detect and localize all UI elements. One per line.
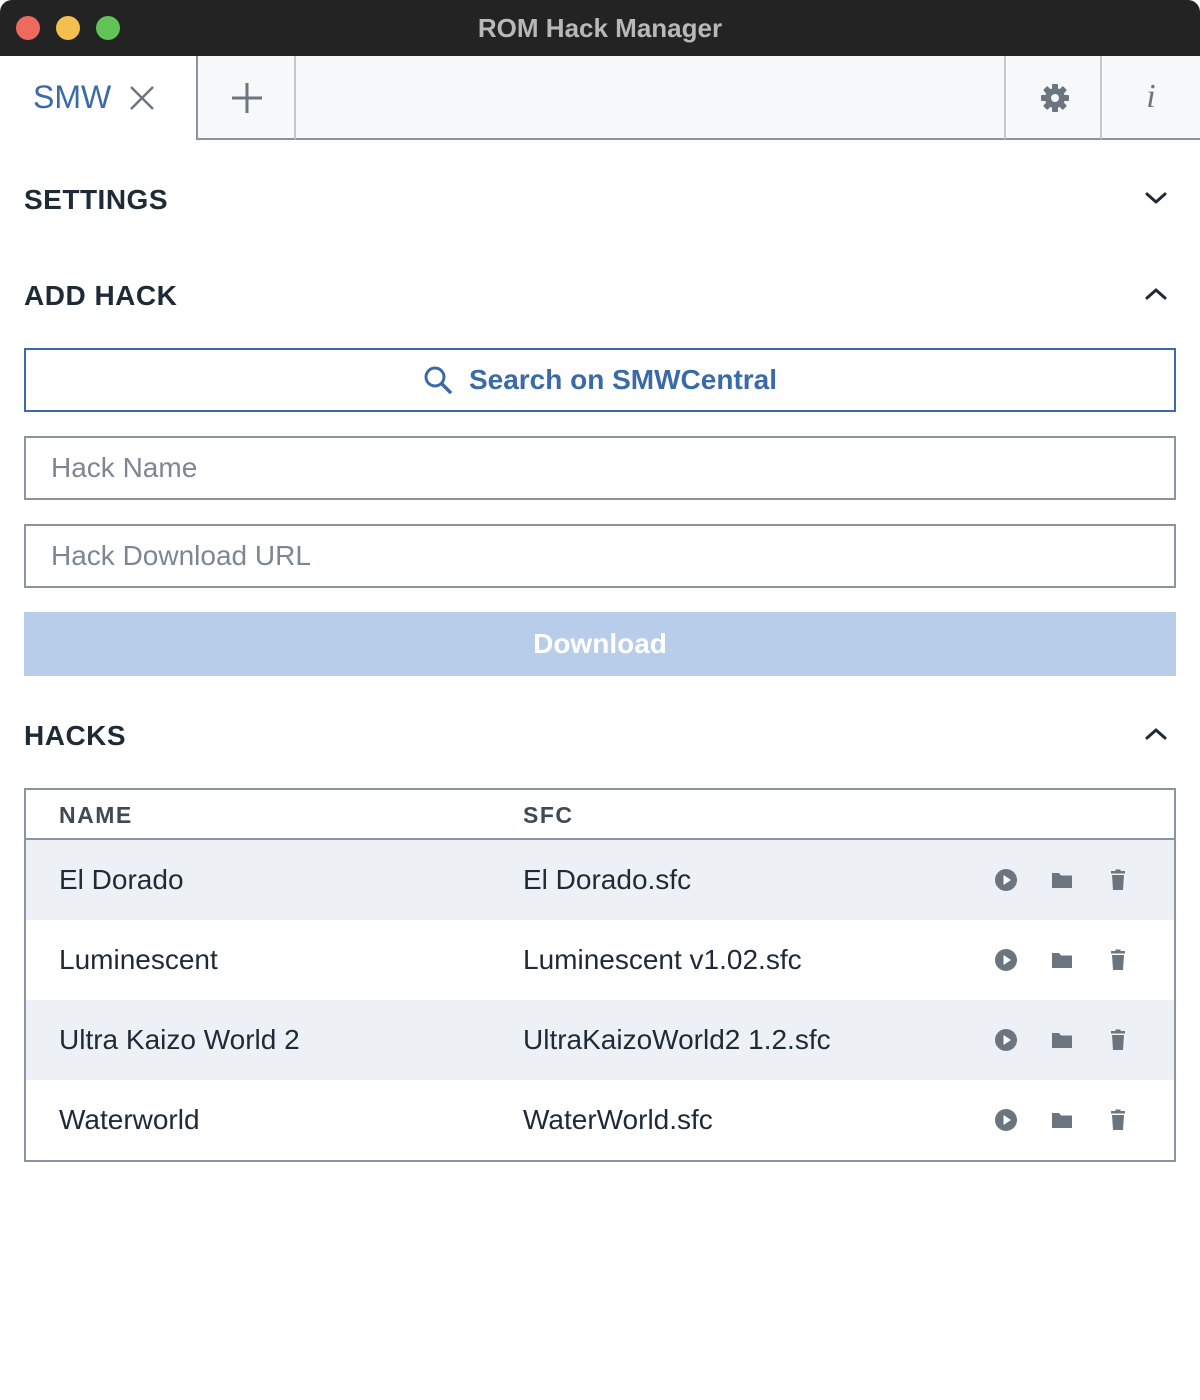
close-icon[interactable] <box>126 82 158 114</box>
hack-name-cell: El Dorado <box>59 864 184 895</box>
gear-icon <box>1041 84 1069 112</box>
play-icon[interactable] <box>994 1108 1018 1132</box>
hack-name-cell: Luminescent <box>59 944 218 975</box>
hacks-section-header[interactable] <box>24 716 1176 756</box>
settings-tab-button[interactable] <box>1004 56 1102 140</box>
play-icon[interactable] <box>994 868 1018 892</box>
hack-name-input[interactable] <box>24 436 1176 500</box>
trash-icon[interactable] <box>1106 868 1130 892</box>
window-title: ROM Hack Manager <box>477 13 723 43</box>
info-tab-button[interactable] <box>1102 56 1200 140</box>
play-icon[interactable] <box>994 948 1018 972</box>
table-row[interactable] <box>26 1000 1174 1080</box>
hack-url-input[interactable] <box>24 524 1176 588</box>
table-header <box>26 790 1174 840</box>
hack-sfc-cell: UltraKaizoWorld2 1.2.sfc <box>523 1024 831 1055</box>
trash-icon[interactable] <box>1106 1028 1130 1052</box>
table-row[interactable] <box>26 1080 1174 1160</box>
search-icon <box>423 365 453 395</box>
add-hack-section-header[interactable] <box>24 276 1176 316</box>
info-icon: i <box>1146 78 1156 115</box>
add-tab-button[interactable] <box>198 56 296 140</box>
title-bar <box>0 0 1200 56</box>
hack-name-cell: Waterworld <box>59 1104 200 1135</box>
download-button[interactable]: Download <box>24 612 1176 676</box>
trash-icon[interactable] <box>1106 1108 1130 1132</box>
play-icon[interactable] <box>994 1028 1018 1052</box>
folder-icon[interactable] <box>1050 868 1074 892</box>
settings-section-header[interactable] <box>24 180 1176 220</box>
table-row[interactable] <box>26 920 1174 1000</box>
settings-section-title: SETTINGS <box>24 184 169 215</box>
folder-icon[interactable] <box>1050 1028 1074 1052</box>
hacks-section-title: HACKS <box>24 720 127 751</box>
chevron-up-icon <box>1144 726 1168 742</box>
tab-strip <box>0 56 1200 140</box>
folder-icon[interactable] <box>1050 948 1074 972</box>
chevron-down-icon <box>1144 190 1168 206</box>
hack-sfc-cell: Luminescent v1.02.sfc <box>523 944 802 975</box>
hack-sfc-cell: El Dorado.sfc <box>523 864 692 895</box>
hacks-table <box>24 788 1176 1162</box>
add-hack-section-title: ADD HACK <box>24 280 178 311</box>
hack-name-cell: Ultra Kaizo World 2 <box>59 1024 300 1055</box>
column-header-sfc[interactable]: SFC <box>523 802 574 828</box>
search-smwcentral-button[interactable] <box>24 348 1176 412</box>
search-smwcentral-label: Search on SMWCentral <box>468 364 778 395</box>
plus-icon <box>230 81 264 115</box>
folder-icon[interactable] <box>1050 1108 1074 1132</box>
tab-label: SMW <box>33 79 112 115</box>
table-row[interactable] <box>26 840 1174 920</box>
tab-smw[interactable] <box>0 56 198 140</box>
trash-icon[interactable] <box>1106 948 1130 972</box>
chevron-up-icon <box>1144 286 1168 302</box>
hack-sfc-cell: WaterWorld.sfc <box>523 1104 713 1135</box>
tab-strip-filler <box>296 56 1004 140</box>
column-header-name[interactable]: NAME <box>59 802 133 828</box>
